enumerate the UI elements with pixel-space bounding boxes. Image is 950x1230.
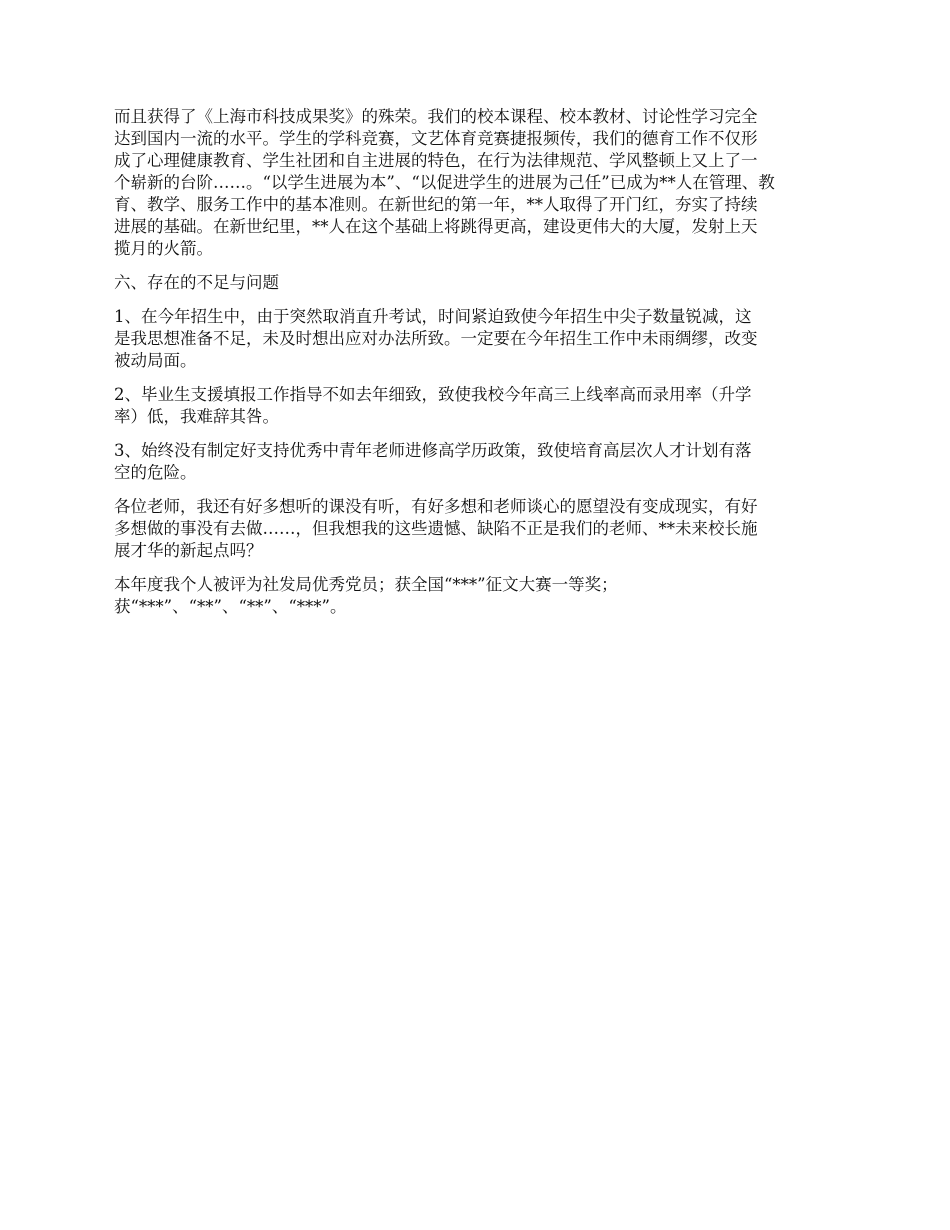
text-line: 成了心理健康教育、学生社团和自主进展的特色，在行为法律规范、学风整顿上又上了一 — [114, 151, 758, 170]
issue-item-3 — [114, 440, 840, 484]
text-line: 空的危险。 — [114, 463, 197, 482]
text-line: 育、教学、服务工作中的基本准则。在新世纪的第一年，**人取得了开门红，夯实了持续 — [114, 195, 758, 214]
issue-item-1 — [114, 306, 840, 372]
text-line: 获“***”、“**”、“**”、“***”。 — [114, 597, 347, 616]
text-line: 率）低，我难辞其咎。 — [114, 407, 279, 426]
text-line: 2、毕业生支援填报工作指导不如去年细致，致使我校今年高三上线率高而录用率（升学 — [114, 385, 752, 404]
section-heading: 六、存在的不足与问题 — [114, 273, 279, 292]
text-line: 多想做的事没有去做……，但我想我的这些遗憾、缺陷不正是我们的老师、**未来校长施 — [114, 519, 758, 538]
awards-paragraph — [114, 574, 840, 618]
text-line: 展才华的新起点吗？ — [114, 541, 263, 560]
intro-paragraph — [114, 106, 840, 260]
text-line: 是我思想准备不足，未及时想出应对办法所致。一定要在今年招生工作中未雨绸缪，改变 — [114, 329, 758, 348]
text-line: 本年度我个人被评为社发局优秀党员；获全国“***”征文大赛一等奖； — [114, 575, 618, 594]
text-line: 各位老师，我还有好多想听的课没有听，有好多想和老师谈心的愿望没有变成现实，有好 — [114, 497, 758, 516]
text-line: 达到国内一流的水平。学生的学科竞赛，文艺体育竞赛捷报频传，我们的德育工作不仅形 — [114, 129, 758, 148]
closing-paragraph — [114, 496, 840, 562]
text-line: 进展的基础。在新世纪里，**人在这个基础上将跳得更高，建设更伟大的大厦，发射上天 — [114, 217, 758, 236]
text-line: 而且获得了《上海市科技成果奖》的殊荣。我们的校本课程、校本教材、讨论性学习完全 — [114, 107, 758, 126]
text-line: 3、始终没有制定好支持优秀中青年老师进修高学历政策，致使培育高层次人才计划有落 — [114, 441, 752, 460]
document-body — [114, 106, 840, 630]
text-line: 个崭新的台阶……。“以学生进展为本”、“以促进学生的进展为己任”已成为**人在管理、教 — [114, 173, 775, 192]
text-line: 1、在今年招生中，由于突然取消直升考试，时间紧迫致使今年招生中尖子数量锐减，这 — [114, 307, 752, 326]
issue-item-2 — [114, 384, 840, 428]
text-line: 揽月的火箭。 — [114, 239, 213, 258]
text-line: 被动局面。 — [114, 351, 197, 370]
